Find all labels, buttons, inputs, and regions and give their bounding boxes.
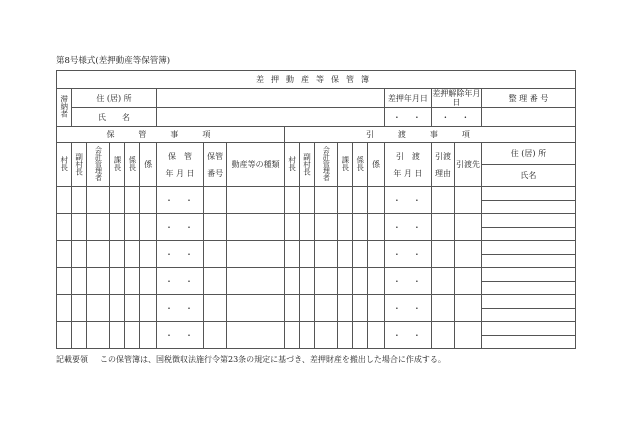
section-delivery: 引渡事項 — [284, 127, 575, 143]
recipient-address-cell[interactable] — [482, 322, 575, 335]
recipient-address-cell[interactable] — [482, 241, 575, 254]
recipient-address-cell[interactable] — [482, 268, 575, 281]
col-d-deputy-head: 副村長 — [299, 143, 314, 187]
seizure-date-label: 差押年月日 — [384, 89, 431, 108]
delivery-approval-cell[interactable] — [338, 214, 353, 241]
approval-cell[interactable] — [110, 241, 125, 268]
approval-cell[interactable] — [57, 214, 72, 241]
recipient-cell[interactable] — [455, 295, 482, 322]
approval-cell[interactable] — [71, 268, 86, 295]
recipient-name-cell[interactable] — [482, 200, 575, 214]
recipient-address-name-cell[interactable] — [481, 295, 575, 322]
delivery-approval-cell[interactable] — [299, 268, 314, 295]
delivery-reason-cell[interactable] — [431, 241, 454, 268]
release-date-field[interactable]: ・ ・ — [431, 108, 481, 127]
delivery-reason-cell[interactable] — [431, 295, 454, 322]
delivery-date-cell[interactable]: ・ ・ — [384, 187, 431, 214]
register-row — [57, 187, 576, 214]
recipient-cell[interactable] — [455, 241, 482, 268]
delivery-date-cell[interactable]: ・ ・ — [384, 295, 431, 322]
recipient-address-name-cell[interactable] — [481, 214, 575, 241]
col-subsection-chief: 係長 — [125, 143, 140, 187]
approval-cell[interactable] — [110, 295, 125, 322]
custody-number-top: 保管 — [207, 151, 224, 161]
note-text: この保管簿は、国税徴収法施行令第23条の規定に基づき、差押財産を搬出した場合に作成する。 — [100, 355, 446, 364]
delivery-reason-cell[interactable] — [431, 214, 454, 241]
custody-date-top: 保 管 — [168, 151, 192, 161]
custody-number-cell[interactable] — [203, 241, 226, 268]
recipient-address-name-cell[interactable] — [481, 187, 575, 214]
col-d-staff: 係 — [367, 143, 384, 187]
col-recipient: 引渡先 — [455, 143, 482, 187]
recipient-cell[interactable] — [455, 322, 482, 349]
approval-cell[interactable] — [140, 241, 157, 268]
section-custody: 保管事項 — [57, 127, 285, 143]
delivery-approval-cell[interactable] — [367, 241, 384, 268]
recipient-name-cell[interactable] — [482, 335, 575, 349]
delivery-approval-cell[interactable] — [284, 214, 299, 241]
approval-cell[interactable] — [71, 187, 86, 214]
delivery-approval-cell[interactable] — [314, 214, 337, 241]
col-accounting-manager: 会計管理者 — [86, 143, 109, 187]
delivery-approval-cell[interactable] — [299, 214, 314, 241]
delivery-approval-cell[interactable] — [284, 187, 299, 214]
delivery-approval-cell[interactable] — [367, 322, 384, 349]
delivery-approval-cell[interactable] — [367, 214, 384, 241]
register-row — [57, 322, 576, 349]
delivery-date-cell[interactable]: ・ ・ — [384, 214, 431, 241]
delinquent-label: 滞納者 — [57, 89, 72, 127]
release-date-label: 差押解除年月日 — [432, 89, 481, 108]
custody-date-cell[interactable]: ・ ・ — [157, 187, 204, 214]
delivery-approval-cell[interactable] — [338, 241, 353, 268]
approval-cell[interactable] — [57, 295, 72, 322]
delivery-approval-cell[interactable] — [284, 241, 299, 268]
delivery-approval-cell[interactable] — [284, 295, 299, 322]
approval-cell[interactable] — [140, 187, 157, 214]
approval-cell[interactable] — [86, 295, 109, 322]
recipient-address-label: 住 (居) 所 — [510, 149, 547, 159]
approval-cell[interactable] — [125, 214, 140, 241]
delivery-approval-cell[interactable] — [353, 322, 368, 349]
register-row — [57, 241, 576, 268]
address-field[interactable] — [157, 89, 385, 108]
delivery-approval-cell[interactable] — [314, 295, 337, 322]
form-number: 第8号様式(差押動産等保管簿) — [56, 56, 171, 66]
approval-cell[interactable] — [86, 268, 109, 295]
col-custody-date — [157, 143, 204, 187]
delivery-date-cell[interactable]: ・ ・ — [384, 322, 431, 349]
col-d-subsection-chief: 係長 — [353, 143, 368, 187]
approval-cell[interactable] — [110, 322, 125, 349]
delivery-approval-cell[interactable] — [338, 187, 353, 214]
goods-type-cell[interactable] — [227, 241, 285, 268]
approval-cell[interactable] — [71, 295, 86, 322]
custody-date-cell[interactable]: ・ ・ — [157, 241, 204, 268]
note-label: 記載要領 — [56, 355, 88, 364]
recipient-cell[interactable] — [455, 268, 482, 295]
approval-cell[interactable] — [71, 241, 86, 268]
approval-cell[interactable] — [57, 268, 72, 295]
recipient-address-cell[interactable] — [482, 295, 575, 308]
recipient-address-name-cell[interactable] — [481, 241, 575, 268]
delivery-reason-cell[interactable] — [431, 322, 454, 349]
delivery-approval-cell[interactable] — [314, 187, 337, 214]
delivery-approval-cell[interactable] — [284, 268, 299, 295]
delivery-approval-cell[interactable] — [299, 295, 314, 322]
col-custody-number — [203, 143, 226, 187]
approval-cell[interactable] — [71, 322, 86, 349]
custody-date-cell[interactable]: ・ ・ — [157, 295, 204, 322]
goods-type-cell[interactable] — [227, 295, 285, 322]
goods-type-cell[interactable] — [227, 322, 285, 349]
recipient-name-cell[interactable] — [482, 254, 575, 268]
goods-type-cell[interactable] — [227, 187, 285, 214]
register-row — [57, 214, 576, 241]
col-d-village-head: 村長 — [284, 143, 299, 187]
delivery-approval-cell[interactable] — [338, 322, 353, 349]
custody-number-cell[interactable] — [203, 295, 226, 322]
custody-number-cell[interactable] — [203, 268, 226, 295]
approval-cell[interactable] — [110, 268, 125, 295]
custody-date-bottom: 年 月 日 — [165, 168, 195, 178]
col-village-head: 村長 — [57, 143, 72, 187]
recipient-address-cell[interactable] — [482, 214, 575, 227]
approval-cell[interactable] — [57, 241, 72, 268]
delivery-approval-cell[interactable] — [299, 241, 314, 268]
approval-cell[interactable] — [140, 322, 157, 349]
recipient-name-cell[interactable] — [482, 308, 575, 322]
approval-cell[interactable] — [71, 214, 86, 241]
register-title: 差押動産等保管簿 — [57, 71, 576, 89]
custody-number-bottom: 番号 — [207, 168, 224, 178]
approval-cell[interactable] — [140, 214, 157, 241]
delivery-date-top: 引 渡 — [395, 151, 420, 161]
recipient-name-cell[interactable] — [482, 227, 575, 241]
approval-cell[interactable] — [125, 322, 140, 349]
col-section-chief: 課長 — [110, 143, 125, 187]
approval-cell[interactable] — [86, 241, 109, 268]
delivery-approval-cell[interactable] — [353, 241, 368, 268]
delivery-approval-cell[interactable] — [353, 187, 368, 214]
name-label: 氏 名 — [71, 108, 156, 127]
delivery-date-cell[interactable]: ・ ・ — [384, 268, 431, 295]
delivery-approval-cell[interactable] — [367, 187, 384, 214]
approval-cell[interactable] — [86, 214, 109, 241]
delivery-reason-cell[interactable] — [431, 268, 454, 295]
custody-date-cell[interactable]: ・ ・ — [157, 214, 204, 241]
approval-cell[interactable] — [125, 295, 140, 322]
delivery-date-bottom: 年 月 日 — [393, 168, 423, 178]
recipient-cell[interactable] — [455, 187, 482, 214]
recipient-address-name-cell[interactable] — [481, 322, 575, 349]
recipient-address-name-cell[interactable] — [481, 268, 575, 295]
custody-number-cell[interactable] — [203, 187, 226, 214]
custody-date-cell[interactable]: ・ ・ — [157, 268, 204, 295]
col-delivery-reason — [431, 143, 454, 187]
delivery-approval-cell[interactable] — [338, 268, 353, 295]
delivery-approval-cell[interactable] — [284, 322, 299, 349]
address-label: 住 (居) 所 — [71, 89, 156, 108]
approval-cell[interactable] — [140, 268, 157, 295]
reg-number-field[interactable] — [481, 108, 575, 127]
col-d-accounting-manager: 会計管理者 — [314, 143, 337, 187]
delivery-reason-cell[interactable] — [431, 187, 454, 214]
custody-number-cell[interactable] — [203, 214, 226, 241]
custody-number-cell[interactable] — [203, 322, 226, 349]
delivery-approval-cell[interactable] — [353, 214, 368, 241]
approval-cell[interactable] — [86, 322, 109, 349]
register-row — [57, 295, 576, 322]
recipient-name-cell[interactable] — [482, 281, 575, 295]
col-d-section-chief: 課長 — [338, 143, 353, 187]
note — [56, 354, 446, 365]
delivery-approval-cell[interactable] — [314, 322, 337, 349]
delivery-approval-cell[interactable] — [299, 187, 314, 214]
approval-cell[interactable] — [86, 187, 109, 214]
delivery-reason-top: 引渡 — [435, 151, 452, 161]
col-deputy-head: 副村長 — [71, 143, 86, 187]
delivery-approval-cell[interactable] — [314, 268, 337, 295]
delivery-approval-cell[interactable] — [353, 295, 368, 322]
delivery-approval-cell[interactable] — [338, 295, 353, 322]
seizure-date-field[interactable]: ・ ・ — [384, 108, 431, 127]
custody-register-table — [56, 70, 576, 349]
col-recipient-address-name — [481, 143, 575, 187]
recipient-name-label: 氏名 — [482, 164, 575, 186]
delivery-date-cell[interactable]: ・ ・ — [384, 241, 431, 268]
approval-cell[interactable] — [110, 187, 125, 214]
approval-cell[interactable] — [57, 322, 72, 349]
custody-date-cell[interactable]: ・ ・ — [157, 322, 204, 349]
col-delivery-date — [384, 143, 431, 187]
delivery-approval-cell[interactable] — [353, 268, 368, 295]
col-goods-type: 動産等の種類 — [227, 143, 285, 187]
approval-cell[interactable] — [125, 241, 140, 268]
approval-cell[interactable] — [110, 214, 125, 241]
delivery-approval-cell[interactable] — [367, 295, 384, 322]
recipient-address-cell[interactable] — [482, 187, 575, 200]
approval-cell[interactable] — [140, 295, 157, 322]
reg-number-label: 整 理 番 号 — [481, 89, 575, 108]
delivery-approval-cell[interactable] — [367, 268, 384, 295]
goods-type-cell[interactable] — [227, 214, 285, 241]
recipient-cell[interactable] — [455, 214, 482, 241]
col-staff: 係 — [140, 143, 157, 187]
register-row — [57, 268, 576, 295]
approval-cell[interactable] — [57, 187, 72, 214]
delivery-reason-bottom: 理由 — [435, 168, 452, 178]
approval-cell[interactable] — [125, 268, 140, 295]
delivery-approval-cell[interactable] — [314, 241, 337, 268]
name-field[interactable] — [157, 108, 385, 127]
approval-cell[interactable] — [125, 187, 140, 214]
delivery-approval-cell[interactable] — [299, 322, 314, 349]
goods-type-cell[interactable] — [227, 268, 285, 295]
